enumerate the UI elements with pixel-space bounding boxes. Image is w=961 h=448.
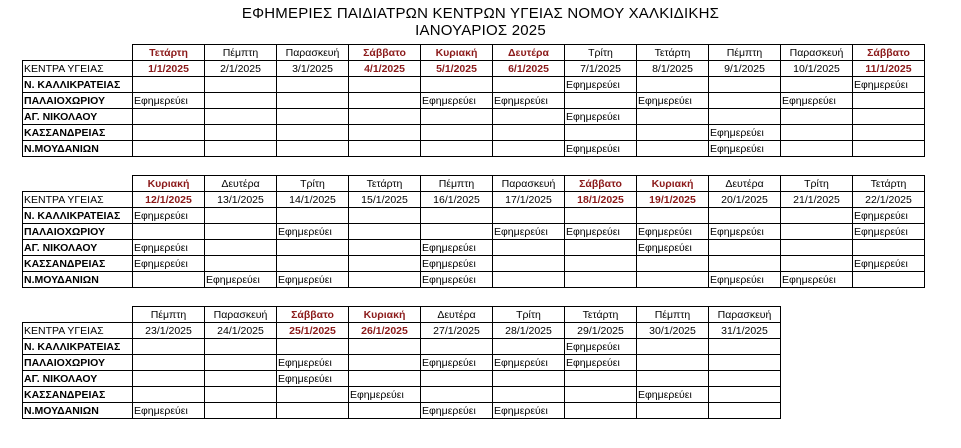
empty-cell <box>349 93 421 109</box>
table-row <box>23 256 925 272</box>
date-cell: 18/1/2025 <box>565 192 637 208</box>
empty-cell <box>277 240 349 256</box>
duty-cell: Εφημερεύει <box>421 355 493 371</box>
empty-cell <box>349 141 421 157</box>
duty-cell: Εφημερεύει <box>133 208 205 224</box>
empty-cell <box>709 371 781 387</box>
weekday-cell: Τρίτη <box>565 45 637 61</box>
empty-cell <box>277 77 349 93</box>
table-row <box>23 355 781 371</box>
date-cell: 16/1/2025 <box>421 192 493 208</box>
empty-cell <box>421 77 493 93</box>
empty-cell <box>277 208 349 224</box>
duty-cell: Εφημερεύει <box>277 371 349 387</box>
weekday-cell: Κυριακή <box>349 307 421 323</box>
empty-cell <box>493 125 565 141</box>
weekday-cell: Σάββατο <box>277 307 349 323</box>
health-center-name: Ν. ΚΑΛΛΙΚΡΑΤΕΙΑΣ <box>23 77 133 93</box>
empty-cell <box>349 403 421 419</box>
health-center-name: ΑΓ. ΝΙΚΟΛΑΟΥ <box>23 109 133 125</box>
empty-cell <box>277 93 349 109</box>
duty-cell: Εφημερεύει <box>709 224 781 240</box>
empty-cell <box>277 109 349 125</box>
empty-cell <box>565 93 637 109</box>
empty-cell <box>493 272 565 288</box>
health-center-name: ΠΑΛΑΙΟΧΩΡΙΟΥ <box>23 355 133 371</box>
empty-cell <box>133 141 205 157</box>
duty-cell: Εφημερεύει <box>637 240 709 256</box>
empty-cell <box>349 125 421 141</box>
weekday-cell: Δευτέρα <box>493 45 565 61</box>
empty-cell <box>637 141 709 157</box>
empty-cell <box>205 208 277 224</box>
table-row <box>23 371 781 387</box>
duty-cell: Εφημερεύει <box>277 224 349 240</box>
empty-cell <box>853 272 925 288</box>
weekday-cell: Πέμπτη <box>205 45 277 61</box>
date-cell: 31/1/2025 <box>709 323 781 339</box>
weekday-cell: Πέμπτη <box>133 307 205 323</box>
date-cell: 22/1/2025 <box>853 192 925 208</box>
duty-cell: Εφημερεύει <box>565 224 637 240</box>
duty-cell: Εφημερεύει <box>709 125 781 141</box>
empty-cell <box>133 355 205 371</box>
weekday-cell: Δευτέρα <box>421 307 493 323</box>
duty-cell: Εφημερεύει <box>853 208 925 224</box>
empty-cell <box>349 339 421 355</box>
empty-cell <box>205 371 277 387</box>
table-row <box>23 224 925 240</box>
empty-cell <box>709 339 781 355</box>
table-row <box>23 208 925 224</box>
health-center-name: Ν. ΚΑΛΛΙΚΡΑΤΕΙΑΣ <box>23 339 133 355</box>
empty-cell <box>349 224 421 240</box>
empty-cell <box>349 256 421 272</box>
date-cell: 23/1/2025 <box>133 323 205 339</box>
duty-cell: Εφημερεύει <box>493 224 565 240</box>
weekday-cell: Πέμπτη <box>421 176 493 192</box>
health-center-name: ΠΑΛΑΙΟΧΩΡΙΟΥ <box>23 224 133 240</box>
weekday-cell: Δευτέρα <box>205 176 277 192</box>
empty-cell <box>637 125 709 141</box>
empty-cell <box>277 256 349 272</box>
date-cell: 2/1/2025 <box>205 61 277 77</box>
empty-cell <box>205 256 277 272</box>
empty-cell <box>349 355 421 371</box>
duty-cell: Εφημερεύει <box>565 77 637 93</box>
weekday-cell: Σάββατο <box>349 45 421 61</box>
corner-cell <box>23 176 133 192</box>
weekday-cell: Τετάρτη <box>565 307 637 323</box>
health-center-name: Ν.ΜΟΥΔΑΝΙΩΝ <box>23 403 133 419</box>
header-label-cell: ΚΕΝΤΡΑ ΥΓΕΙΑΣ <box>23 61 133 77</box>
empty-cell <box>493 240 565 256</box>
empty-cell <box>709 109 781 125</box>
health-center-name: ΚΑΣΣΑΝΔΡΕΙΑΣ <box>23 387 133 403</box>
health-center-name: ΚΑΣΣΑΝΔΡΕΙΑΣ <box>23 256 133 272</box>
empty-cell <box>781 141 853 157</box>
empty-cell <box>205 387 277 403</box>
empty-cell <box>277 125 349 141</box>
date-cell: 9/1/2025 <box>709 61 781 77</box>
empty-cell <box>133 387 205 403</box>
duty-cell: Εφημερεύει <box>781 93 853 109</box>
table-row <box>23 141 925 157</box>
date-row <box>23 61 925 77</box>
empty-cell <box>277 403 349 419</box>
date-cell: 3/1/2025 <box>277 61 349 77</box>
date-row <box>23 323 781 339</box>
empty-cell <box>349 77 421 93</box>
weekday-cell: Σάββατο <box>853 45 925 61</box>
duty-cell: Εφημερεύει <box>493 355 565 371</box>
header-label-cell: ΚΕΝΤΡΑ ΥΓΕΙΑΣ <box>23 323 133 339</box>
health-center-name: ΑΓ. ΝΙΚΟΛΑΟΥ <box>23 371 133 387</box>
duty-cell: Εφημερεύει <box>565 339 637 355</box>
empty-cell <box>421 387 493 403</box>
empty-cell <box>565 125 637 141</box>
date-cell: 17/1/2025 <box>493 192 565 208</box>
duty-cell: Εφημερεύει <box>637 224 709 240</box>
empty-cell <box>637 403 709 419</box>
empty-cell <box>709 387 781 403</box>
empty-cell <box>709 240 781 256</box>
duty-cell: Εφημερεύει <box>277 355 349 371</box>
weekday-cell: Κυριακή <box>637 176 709 192</box>
date-cell: 25/1/2025 <box>277 323 349 339</box>
date-cell: 5/1/2025 <box>421 61 493 77</box>
empty-cell <box>637 355 709 371</box>
table-row <box>23 125 925 141</box>
corner-cell <box>23 45 133 61</box>
duty-cell: Εφημερεύει <box>853 224 925 240</box>
empty-cell <box>565 403 637 419</box>
empty-cell <box>781 77 853 93</box>
weekday-cell: Παρασκευή <box>205 307 277 323</box>
corner-cell <box>23 307 133 323</box>
duty-cell: Εφημερεύει <box>853 77 925 93</box>
schedule-table-3 <box>22 306 781 419</box>
empty-cell <box>493 371 565 387</box>
duty-cell: Εφημερεύει <box>565 109 637 125</box>
empty-cell <box>349 371 421 387</box>
weekday-cell: Τρίτη <box>493 307 565 323</box>
empty-cell <box>421 224 493 240</box>
empty-cell <box>781 208 853 224</box>
date-cell: 26/1/2025 <box>349 323 421 339</box>
weekday-cell: Πέμπτη <box>709 45 781 61</box>
date-cell: 13/1/2025 <box>205 192 277 208</box>
duty-cell: Εφημερεύει <box>565 355 637 371</box>
empty-cell <box>421 339 493 355</box>
empty-cell <box>709 93 781 109</box>
page-subtitle: ΙΑΝΟΥΑΡΙΟΣ 2025 <box>415 22 546 39</box>
empty-cell <box>205 77 277 93</box>
empty-cell <box>853 125 925 141</box>
date-cell: 29/1/2025 <box>565 323 637 339</box>
empty-cell <box>133 77 205 93</box>
empty-cell <box>637 109 709 125</box>
empty-cell <box>781 125 853 141</box>
empty-cell <box>421 371 493 387</box>
duty-cell: Εφημερεύει <box>421 93 493 109</box>
date-cell: 7/1/2025 <box>565 61 637 77</box>
empty-cell <box>637 208 709 224</box>
empty-cell <box>421 208 493 224</box>
date-cell: 10/1/2025 <box>781 61 853 77</box>
empty-cell <box>493 141 565 157</box>
empty-cell <box>205 109 277 125</box>
empty-cell <box>709 208 781 224</box>
date-cell: 19/1/2025 <box>637 192 709 208</box>
weekday-cell: Τετάρτη <box>349 176 421 192</box>
empty-cell <box>493 339 565 355</box>
empty-cell <box>421 141 493 157</box>
date-row <box>23 192 925 208</box>
health-center-name: ΑΓ. ΝΙΚΟΛΑΟΥ <box>23 240 133 256</box>
empty-cell <box>277 387 349 403</box>
empty-cell <box>709 256 781 272</box>
empty-cell <box>133 125 205 141</box>
duty-cell: Εφημερεύει <box>133 240 205 256</box>
empty-cell <box>565 387 637 403</box>
empty-cell <box>637 256 709 272</box>
weekday-cell: Σάββατο <box>565 176 637 192</box>
empty-cell <box>493 77 565 93</box>
weekday-cell: Παρασκευή <box>709 307 781 323</box>
empty-cell <box>205 339 277 355</box>
empty-cell <box>277 141 349 157</box>
schedule-table-2 <box>22 175 925 288</box>
table-row <box>23 77 925 93</box>
weekday-cell: Κυριακή <box>133 176 205 192</box>
date-cell: 4/1/2025 <box>349 61 421 77</box>
empty-cell <box>709 77 781 93</box>
schedule-table-1 <box>22 44 925 157</box>
health-center-name: Ν.ΜΟΥΔΑΝΙΩΝ <box>23 272 133 288</box>
weekday-cell: Παρασκευή <box>493 176 565 192</box>
table-row <box>23 240 925 256</box>
weekday-row <box>23 176 925 192</box>
duty-cell: Εφημερεύει <box>133 256 205 272</box>
duty-cell: Εφημερεύει <box>421 256 493 272</box>
empty-cell <box>709 403 781 419</box>
empty-cell <box>349 272 421 288</box>
weekday-cell: Κυριακή <box>421 45 493 61</box>
empty-cell <box>205 403 277 419</box>
date-cell: 12/1/2025 <box>133 192 205 208</box>
table-row <box>23 339 781 355</box>
duty-cell: Εφημερεύει <box>709 141 781 157</box>
duty-cell: Εφημερεύει <box>277 272 349 288</box>
duty-cell: Εφημερεύει <box>781 272 853 288</box>
empty-cell <box>853 240 925 256</box>
table-row <box>23 272 925 288</box>
empty-cell <box>493 387 565 403</box>
health-center-name: Ν.ΜΟΥΔΑΝΙΩΝ <box>23 141 133 157</box>
date-cell: 28/1/2025 <box>493 323 565 339</box>
duty-cell: Εφημερεύει <box>493 93 565 109</box>
empty-cell <box>565 240 637 256</box>
weekday-row <box>23 307 781 323</box>
date-cell: 11/1/2025 <box>853 61 925 77</box>
duty-cell: Εφημερεύει <box>421 240 493 256</box>
empty-cell <box>493 256 565 272</box>
weekday-cell: Τρίτη <box>781 176 853 192</box>
empty-cell <box>637 371 709 387</box>
weekday-cell: Τετάρτη <box>133 45 205 61</box>
duty-cell: Εφημερεύει <box>637 387 709 403</box>
empty-cell <box>565 208 637 224</box>
empty-cell <box>205 355 277 371</box>
date-cell: 14/1/2025 <box>277 192 349 208</box>
duty-cell: Εφημερεύει <box>133 403 205 419</box>
health-center-name: ΚΑΣΣΑΝΔΡΕΙΑΣ <box>23 125 133 141</box>
duty-cell: Εφημερεύει <box>853 256 925 272</box>
empty-cell <box>637 272 709 288</box>
empty-cell <box>205 125 277 141</box>
empty-cell <box>637 77 709 93</box>
date-cell: 24/1/2025 <box>205 323 277 339</box>
weekday-cell: Τρίτη <box>277 176 349 192</box>
health-center-name: ΠΑΛΑΙΟΧΩΡΙΟΥ <box>23 93 133 109</box>
empty-cell <box>133 109 205 125</box>
empty-cell <box>349 109 421 125</box>
date-cell: 8/1/2025 <box>637 61 709 77</box>
empty-cell <box>853 93 925 109</box>
duty-cell: Εφημερεύει <box>709 272 781 288</box>
empty-cell <box>205 93 277 109</box>
date-cell: 21/1/2025 <box>781 192 853 208</box>
duty-cell: Εφημερεύει <box>565 141 637 157</box>
empty-cell <box>637 339 709 355</box>
duty-cell: Εφημερεύει <box>349 387 421 403</box>
health-center-name: Ν. ΚΑΛΛΙΚΡΑΤΕΙΑΣ <box>23 208 133 224</box>
empty-cell <box>277 339 349 355</box>
date-cell: 1/1/2025 <box>133 61 205 77</box>
weekday-cell: Παρασκευή <box>781 45 853 61</box>
duty-cell: Εφημερεύει <box>421 272 493 288</box>
empty-cell <box>133 371 205 387</box>
table-row <box>23 387 781 403</box>
empty-cell <box>565 272 637 288</box>
date-cell: 6/1/2025 <box>493 61 565 77</box>
empty-cell <box>853 109 925 125</box>
empty-cell <box>709 355 781 371</box>
empty-cell <box>781 109 853 125</box>
duty-cell: Εφημερεύει <box>205 272 277 288</box>
date-cell: 30/1/2025 <box>637 323 709 339</box>
empty-cell <box>349 208 421 224</box>
empty-cell <box>205 224 277 240</box>
weekday-cell: Πέμπτη <box>637 307 709 323</box>
empty-cell <box>205 141 277 157</box>
weekday-row <box>23 45 925 61</box>
empty-cell <box>421 125 493 141</box>
header-label-cell: ΚΕΝΤΡΑ ΥΓΕΙΑΣ <box>23 192 133 208</box>
empty-cell <box>133 272 205 288</box>
table-row <box>23 109 925 125</box>
empty-cell <box>133 339 205 355</box>
empty-cell <box>421 109 493 125</box>
empty-cell <box>493 208 565 224</box>
date-cell: 15/1/2025 <box>349 192 421 208</box>
duty-cell: Εφημερεύει <box>133 93 205 109</box>
duty-cell: Εφημερεύει <box>637 93 709 109</box>
weekday-cell: Τετάρτη <box>637 45 709 61</box>
empty-cell <box>493 109 565 125</box>
weekday-cell: Τετάρτη <box>853 176 925 192</box>
date-cell: 27/1/2025 <box>421 323 493 339</box>
empty-cell <box>781 256 853 272</box>
empty-cell <box>349 240 421 256</box>
weekday-cell: Δευτέρα <box>709 176 781 192</box>
empty-cell <box>133 224 205 240</box>
duty-cell: Εφημερεύει <box>421 403 493 419</box>
empty-cell <box>781 224 853 240</box>
duty-cell: Εφημερεύει <box>493 403 565 419</box>
date-cell: 20/1/2025 <box>709 192 781 208</box>
page-title: ΕΦΗΜΕΡΙΕΣ ΠΑΙΔΙΑΤΡΩΝ ΚΕΝΤΡΩΝ ΥΓΕΙΑΣ ΝΟΜΟΥ ΧΑΛΚΙΔΙΚΗΣ <box>241 5 720 22</box>
empty-cell <box>205 240 277 256</box>
weekday-cell: Παρασκευή <box>277 45 349 61</box>
table-row <box>23 403 781 419</box>
empty-cell <box>565 371 637 387</box>
empty-cell <box>565 256 637 272</box>
empty-cell <box>853 141 925 157</box>
table-row <box>23 93 925 109</box>
empty-cell <box>781 240 853 256</box>
